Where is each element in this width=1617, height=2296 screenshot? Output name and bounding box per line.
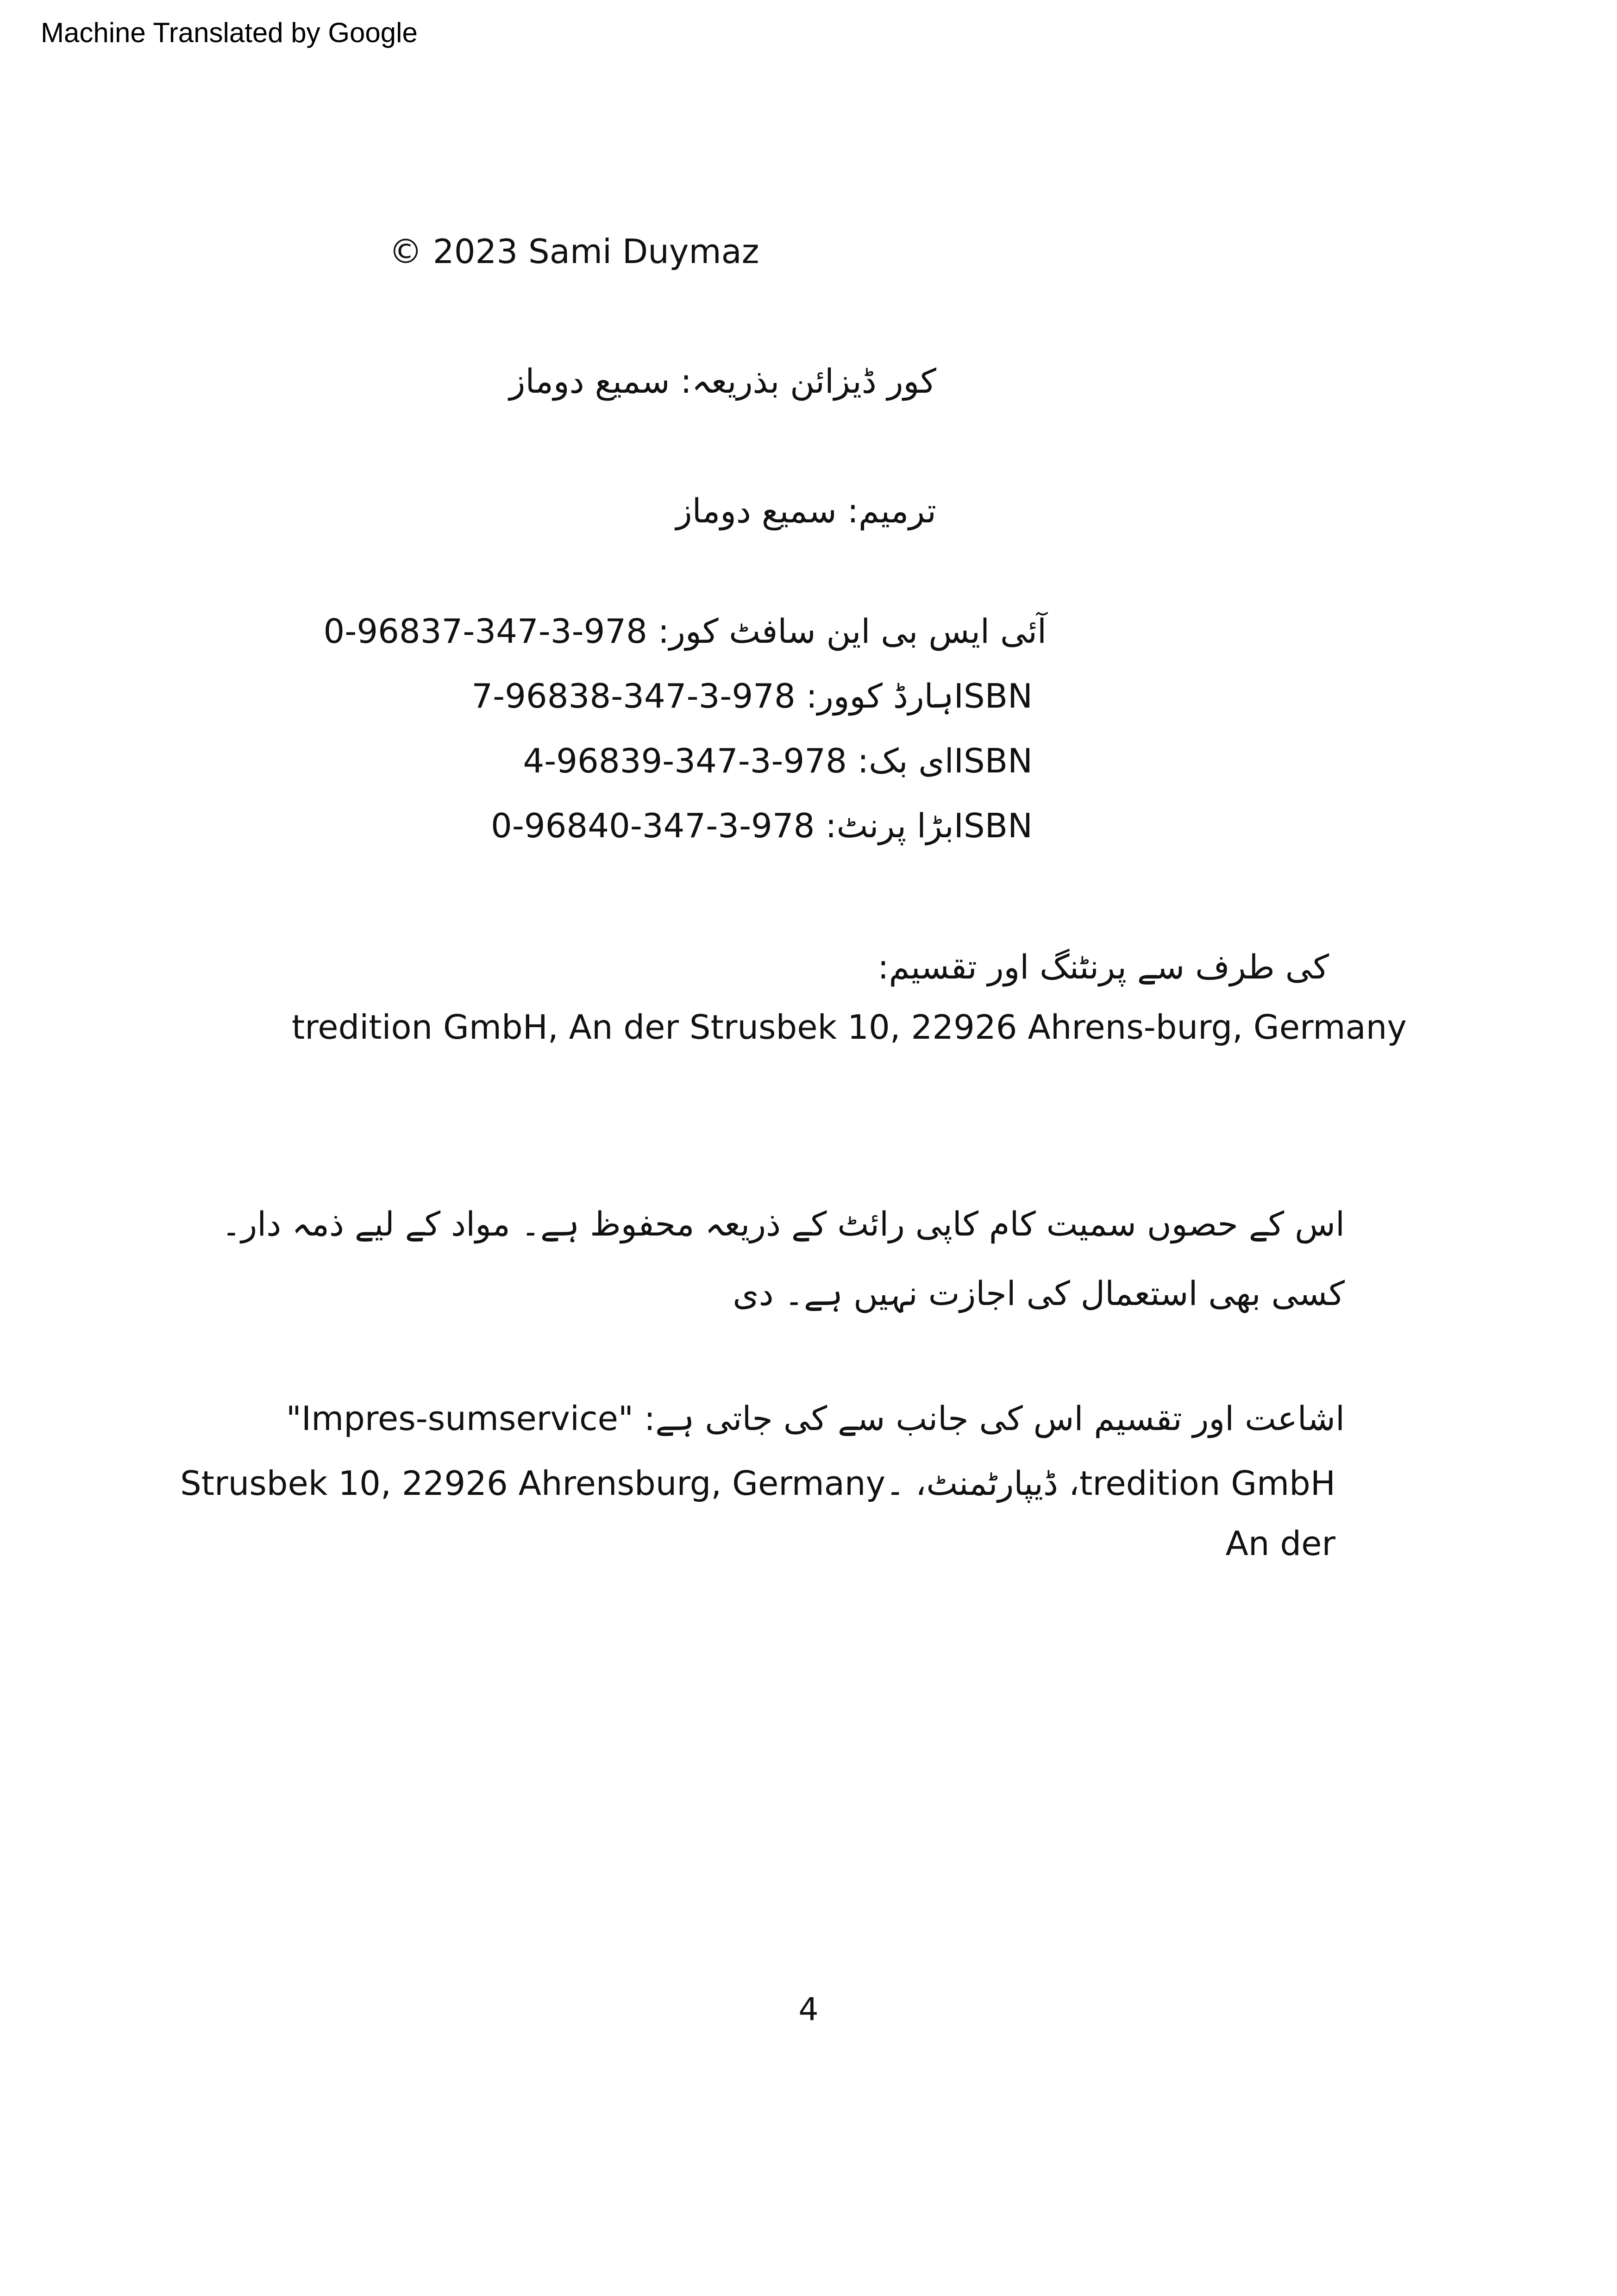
publication-line-2: tredition GmbH، ڈیپارٹمنٹ، ۔Strusbek 10, 22926 Ahrensburg, Germany — [180, 1464, 1335, 1503]
page-number: 4 — [798, 1991, 819, 2028]
editing-credit: ترمیم: سمیع دوماز — [676, 491, 936, 530]
isbn-large-print: ISBNبڑا پرنٹ: 978-3-347-96840-0 — [491, 806, 1033, 845]
copyright-notice: © 2023 Sami Duymaz — [389, 232, 759, 271]
rights-line-1: اس کے حصوں سمیت کام کاپی رائٹ کے ذریعہ محفوظ ہے۔ مواد کے لیے ذمہ دار۔ — [221, 1204, 1345, 1243]
rights-line-2: کسی بھی استعمال کی اجازت نہیں ہے۔ دی — [733, 1274, 1345, 1313]
publication-line-3: An der — [1225, 1524, 1335, 1563]
cover-design-credit: کور ڈیزائن بذریعہ: سمیع دوماز — [509, 362, 936, 401]
printing-address: tredition GmbH, An der Strusbek 10, 22926 Ahrens-burg, Germany — [292, 1008, 1407, 1047]
isbn-softcover: آئی ایس بی این سافٹ کور: 978-3-347-96837-0 — [323, 612, 1047, 651]
isbn-ebook: ISBNای بک: 978-3-347-96839-4 — [523, 741, 1033, 780]
isbn-hardcover: ISBNہارڈ کوور: 978-3-347-96838-7 — [471, 677, 1033, 715]
printing-label: کی طرف سے پرنٹنگ اور تقسیم: — [877, 947, 1329, 986]
machine-translation-banner: Machine Translated by Google — [41, 17, 418, 48]
publication-line-1: اشاعت اور تقسیم اس کی جانب سے کی جاتی ہے: "Impres-sumservice" — [286, 1399, 1345, 1438]
